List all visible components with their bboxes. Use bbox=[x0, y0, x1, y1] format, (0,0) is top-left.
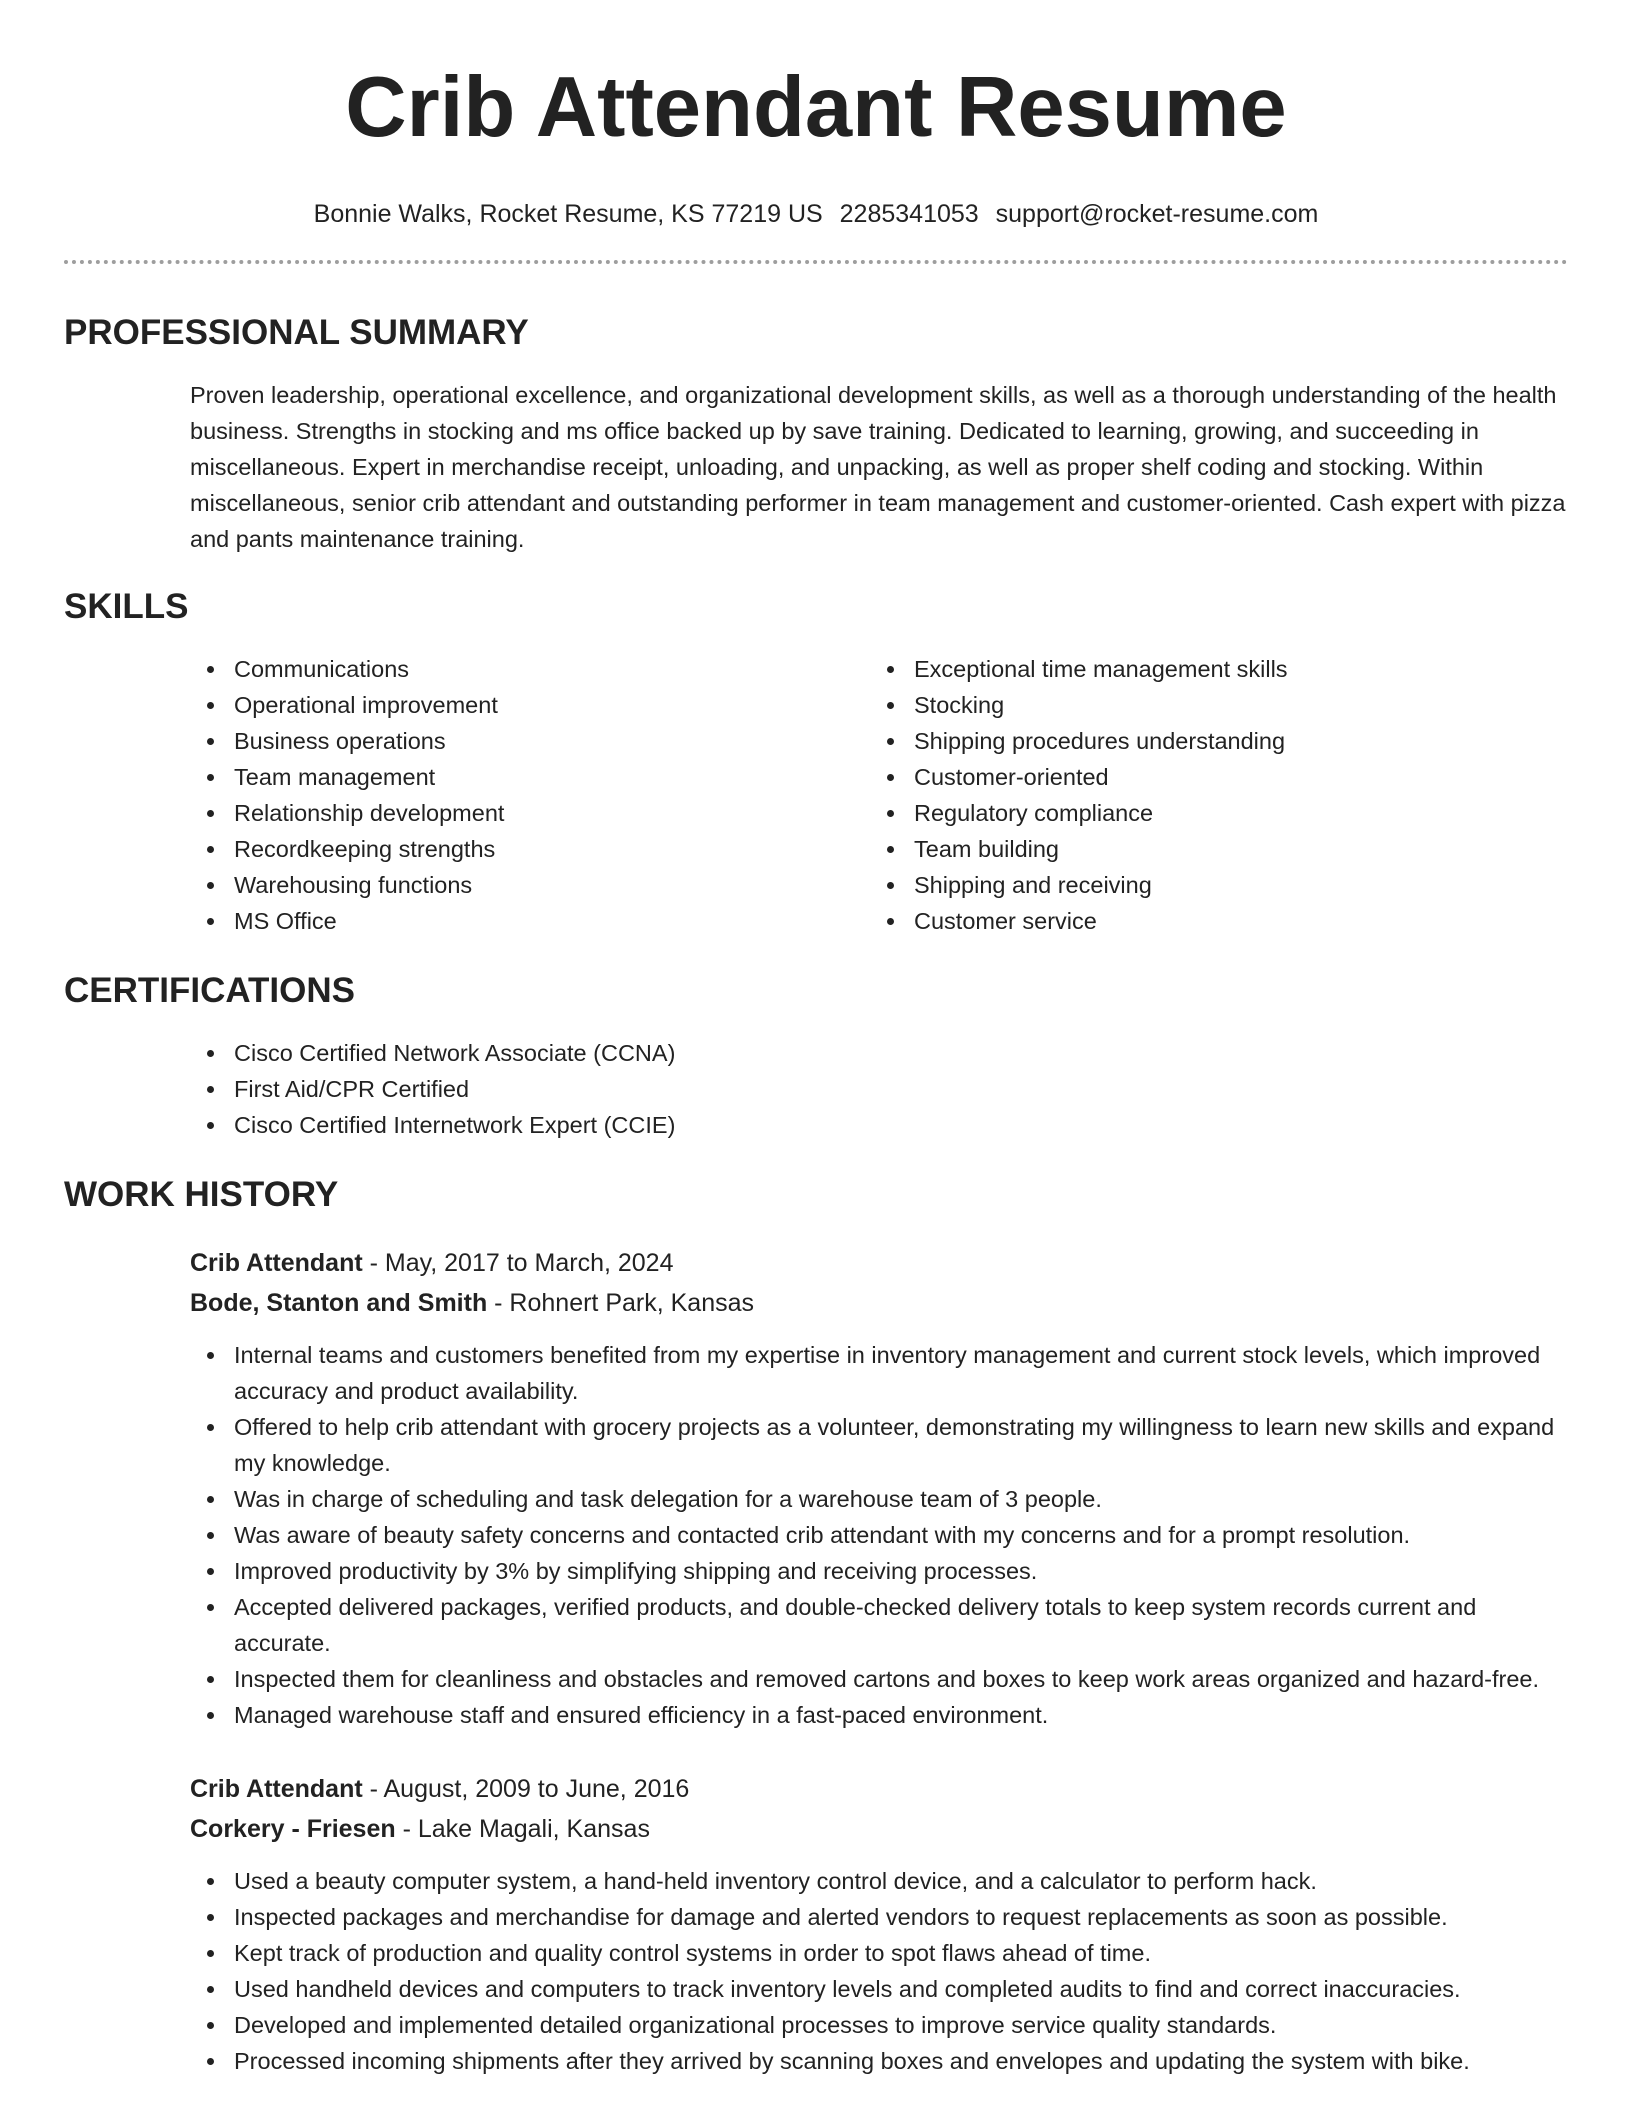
job-company-line bbox=[190, 1283, 1568, 1323]
duty-item: Processed incoming shipments after they arrived by scanning boxes and envelopes and updating the system with bike. bbox=[190, 2043, 1568, 2079]
contact-address: Bonnie Walks, Rocket Resume, KS 77219 US bbox=[313, 200, 823, 228]
skills-right-column bbox=[870, 651, 1550, 939]
duty-item: Used handheld devices and computers to track inventory levels and completed audits to find and correct inaccuracies. bbox=[190, 1971, 1568, 2007]
summary-section bbox=[64, 311, 1568, 557]
skill-item: Business operations bbox=[190, 723, 870, 759]
duty-item: Managed warehouse staff and ensured efficiency in a fast-paced environment. bbox=[190, 1697, 1568, 1733]
duty-item: Was in charge of scheduling and task delegation for a warehouse team of 3 people. bbox=[190, 1481, 1568, 1517]
duty-item: Was aware of beauty safety concerns and contacted crib attendant with my concerns and for a prompt resolution. bbox=[190, 1517, 1568, 1553]
job-company-line bbox=[190, 1809, 1568, 1849]
certification-item: First Aid/CPR Certified bbox=[190, 1071, 1568, 1107]
skill-item: Regulatory compliance bbox=[870, 795, 1550, 831]
job-company: Bode, Stanton and Smith bbox=[190, 1289, 488, 1317]
duty-item: Offered to help crib attendant with grocery projects as a volunteer, demonstrating my willingness to learn new skills and expand my knowledge. bbox=[190, 1409, 1568, 1481]
skill-item: Warehousing functions bbox=[190, 867, 870, 903]
resume-page bbox=[64, 0, 1568, 2079]
duty-item: Kept track of production and quality control systems in order to spot flaws ahead of time. bbox=[190, 1935, 1568, 1971]
skills-section bbox=[64, 585, 1568, 939]
skill-item: Customer service bbox=[870, 903, 1550, 939]
skill-item: Communications bbox=[190, 651, 870, 687]
contact-email: support@rocket-resume.com bbox=[995, 200, 1319, 228]
contact-phone: 2285341053 bbox=[839, 200, 979, 228]
skill-item: Customer-oriented bbox=[870, 759, 1550, 795]
skill-item: Exceptional time management skills bbox=[870, 651, 1550, 687]
summary-heading: PROFESSIONAL SUMMARY bbox=[64, 313, 529, 352]
work-history-heading: WORK HISTORY bbox=[64, 1175, 339, 1214]
job-location: - Lake Magali, Kansas bbox=[395, 1815, 650, 1843]
duty-item: Accepted delivered packages, verified products, and double-checked delivery totals to keep system records current and accurate. bbox=[190, 1589, 1568, 1661]
skills-columns bbox=[190, 651, 1568, 939]
skill-item: Relationship development bbox=[190, 795, 870, 831]
job-dates: - May, 2017 to March, 2024 bbox=[362, 1249, 674, 1277]
work-history-section bbox=[64, 1173, 1568, 2079]
job-title: Crib Attendant bbox=[190, 1249, 363, 1277]
summary-text: Proven leadership, operational excellence, and organizational development skills, as well as a thorough understanding of the health business. Strengths in stocking and ms office backed up by save training. Dedicated to learning, growing, and succeeding in miscellaneous. Expert in merchandise receipt, unloading, and unpacking, as well as proper shelf coding and stocking. Within miscellaneous, senior crib attendant and outstanding performer in team management and customer-oriented. Cash expert with pizza and pants maintenance training. bbox=[190, 382, 1566, 552]
certifications-section bbox=[64, 969, 1568, 1143]
certifications-list bbox=[190, 1035, 1568, 1143]
certification-item: Cisco Certified Network Associate (CCNA) bbox=[190, 1035, 1568, 1071]
job-entry bbox=[190, 1769, 1568, 2079]
job-entry bbox=[190, 1243, 1568, 1733]
certification-item: Cisco Certified Internetwork Expert (CCIE) bbox=[190, 1107, 1568, 1143]
skill-item: Recordkeeping strengths bbox=[190, 831, 870, 867]
job-title: Crib Attendant bbox=[190, 1775, 363, 1803]
skill-item: Stocking bbox=[870, 687, 1550, 723]
skill-item: Team building bbox=[870, 831, 1550, 867]
skill-item: MS Office bbox=[190, 903, 870, 939]
certifications-heading: CERTIFICATIONS bbox=[64, 971, 356, 1010]
job-dates: - August, 2009 to June, 2016 bbox=[362, 1775, 690, 1803]
skill-item: Shipping procedures understanding bbox=[870, 723, 1550, 759]
skill-item: Shipping and receiving bbox=[870, 867, 1550, 903]
skill-item: Operational improvement bbox=[190, 687, 870, 723]
job-title-line bbox=[190, 1243, 1568, 1283]
header-divider bbox=[64, 260, 1568, 264]
resume-title: Crib Attendant Resume bbox=[345, 60, 1287, 155]
skills-left-column bbox=[190, 651, 870, 939]
job-duties bbox=[190, 1337, 1568, 1733]
job-location: - Rohnert Park, Kansas bbox=[487, 1289, 755, 1317]
job-duties bbox=[190, 1863, 1568, 2079]
job-company: Corkery - Friesen bbox=[190, 1815, 396, 1843]
contact-line bbox=[64, 198, 1568, 230]
duty-item: Improved productivity by 3% by simplifying shipping and receiving processes. bbox=[190, 1553, 1568, 1589]
duty-item: Developed and implemented detailed organizational processes to improve service quality standards. bbox=[190, 2007, 1568, 2043]
skills-heading: SKILLS bbox=[64, 587, 189, 626]
duty-item: Internal teams and customers benefited from my expertise in inventory management and current stock levels, which improved accuracy and product availability. bbox=[190, 1337, 1568, 1409]
duty-item: Inspected packages and merchandise for damage and alerted vendors to request replacements as soon as possible. bbox=[190, 1899, 1568, 1935]
duty-item: Inspected them for cleanliness and obstacles and removed cartons and boxes to keep work areas organized and hazard-free. bbox=[190, 1661, 1568, 1697]
skill-item: Team management bbox=[190, 759, 870, 795]
job-title-line bbox=[190, 1769, 1568, 1809]
duty-item: Used a beauty computer system, a hand-held inventory control device, and a calculator to perform hack. bbox=[190, 1863, 1568, 1899]
